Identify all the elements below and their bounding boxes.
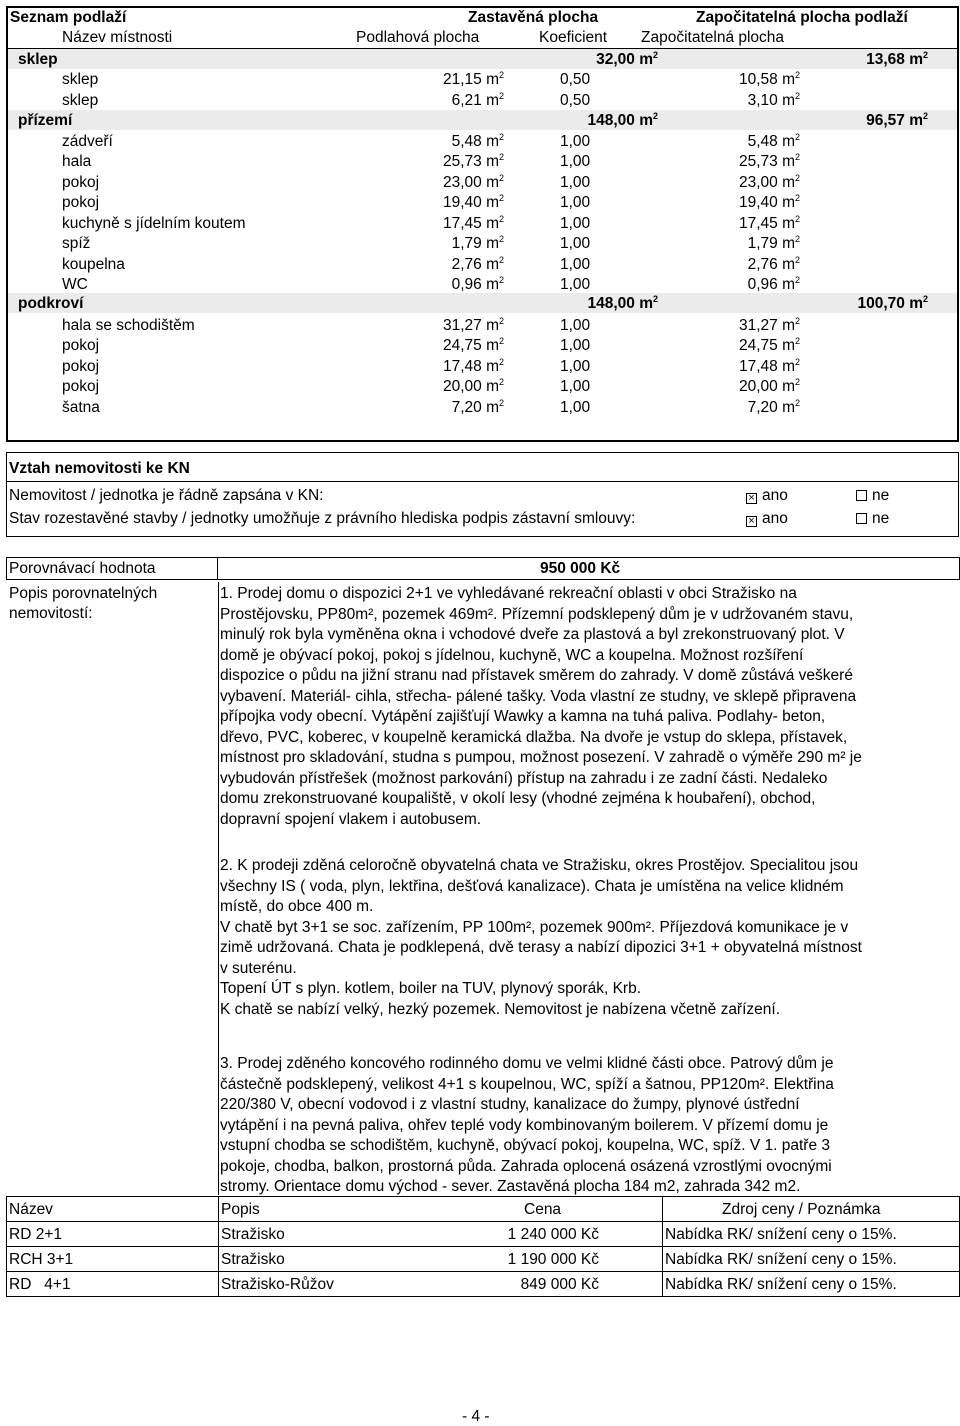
kn-question-pledge: Stav rozestavěné stavby / jednotky umožňuje z právního hlediska podpis zástavní smlouvy:: [9, 510, 636, 527]
checkbox-checked-icon[interactable]: ×: [746, 516, 757, 527]
room-coefficient: 1,00: [560, 174, 591, 191]
built-area-header: Zastavěná plocha: [468, 9, 599, 26]
room-floor-area: 5,48 $m^2$: [451, 132, 504, 150]
room-coefficient: 1,00: [560, 317, 591, 334]
summary-cell-source: Nabídka RK/ snížení ceny o 15%.: [665, 1276, 897, 1293]
summary-cell-name: RD 4+1: [9, 1276, 71, 1293]
room-coefficient: 1,00: [560, 378, 591, 395]
checkbox-empty-icon[interactable]: [856, 490, 867, 501]
room-floor-area: 1,79 $m^2$: [451, 234, 504, 252]
floor-area-header: Podlahová plocha: [356, 29, 480, 46]
room-name: hala se schodištěm: [62, 317, 195, 334]
kn-divider: [7, 481, 958, 482]
description-left-rule: [218, 582, 219, 1195]
room-coefficient: 1,00: [560, 276, 591, 293]
summary-cell-source: Nabídka RK/ snížení ceny o 15%.: [665, 1226, 897, 1243]
section-built: 32,00 $m^2$: [596, 50, 658, 68]
room-coefficient: 1,00: [560, 133, 591, 150]
room-floor-area: 7,20 $m^2$: [451, 398, 504, 416]
room-floor-area: 25,73 $m^2$: [442, 152, 504, 170]
checkbox-checked-icon[interactable]: ×: [746, 493, 757, 504]
room-name-header: Název místnosti: [62, 29, 173, 46]
checkbox-empty-icon[interactable]: [856, 513, 867, 524]
room-name: pokoj: [62, 337, 100, 354]
coefficient-header: Koeficient: [539, 29, 608, 46]
page-number: - 4 -: [462, 1408, 490, 1425]
room-name: pokoj: [62, 358, 100, 375]
label-right-rule: [217, 557, 218, 580]
room-counted-area: 1,79 $m^2$: [747, 234, 800, 252]
room-counted-area: 0,96 $m^2$: [747, 275, 800, 293]
room-coefficient: 1,00: [560, 399, 591, 416]
room-name: pokoj: [62, 378, 100, 395]
room-name: hala: [62, 153, 92, 170]
room-counted-area: 31,27 $m^2$: [738, 316, 800, 334]
summary-cell-name: RCH 3+1: [9, 1251, 74, 1268]
kn-answer-no[interactable]: ne: [856, 510, 889, 528]
room-coefficient: 1,00: [560, 337, 591, 354]
summary-rule: [6, 1246, 960, 1247]
room-coefficient: 1,00: [560, 194, 591, 211]
room-floor-area: 31,27 $m^2$: [442, 316, 504, 334]
room-name: pokoj: [62, 174, 100, 191]
kn-answer-yes[interactable]: × ano: [746, 487, 788, 505]
room-coefficient: 1,00: [560, 153, 591, 170]
room-counted-area: 10,58 $m^2$: [738, 70, 800, 88]
summary-cell-name: RD 2+1: [9, 1226, 62, 1243]
room-floor-area: 17,48 $m^2$: [442, 357, 504, 375]
label-left-rule: [6, 557, 7, 580]
room-counted-area: 17,48 $m^2$: [738, 357, 800, 375]
kn-answer-no[interactable]: ne: [856, 487, 889, 505]
section-countable: 96,57 $m^2$: [866, 111, 928, 129]
summary-cell-price: 1 240 000 Kč: [507, 1226, 599, 1243]
summary-rule: [6, 1296, 960, 1297]
section-countable: 100,70 $m^2$: [857, 294, 928, 312]
room-coefficient: 1,00: [560, 358, 591, 375]
summary-rule: [6, 1271, 960, 1272]
room-name: koupelna: [62, 256, 125, 273]
summary-col-rule: [662, 1196, 663, 1297]
room-counted-area: 25,73 $m^2$: [738, 152, 800, 170]
value-bottom-rule: [6, 579, 960, 580]
summary-header-source: Zdroj ceny / Poznámka: [722, 1201, 881, 1218]
section-built: 148,00 $m^2$: [587, 111, 658, 129]
room-counted-area: 24,75 $m^2$: [738, 336, 800, 354]
room-coefficient: 0,50: [560, 71, 591, 88]
room-floor-area: 20,00 $m^2$: [442, 377, 504, 395]
summary-col-rule: [6, 1196, 7, 1297]
summary-cell-description: Stražisko-Růžov: [221, 1276, 334, 1293]
room-floor-area: 17,45 $m^2$: [442, 214, 504, 232]
room-floor-area: 21,15 $m^2$: [442, 70, 504, 88]
summary-cell-description: Stražisko: [221, 1226, 285, 1243]
kn-answer-yes[interactable]: × ano: [746, 510, 788, 528]
section-name: podkroví: [18, 295, 84, 312]
room-floor-area: 2,76 $m^2$: [451, 255, 504, 273]
room-name: WC: [62, 276, 88, 293]
summary-header-price: Cena: [524, 1201, 562, 1218]
room-counted-area: 23,00 $m^2$: [738, 173, 800, 191]
section-name: přízemí: [18, 112, 73, 129]
kn-title: Vztah nemovitosti ke KN: [9, 460, 190, 477]
kn-question-registered: Nemovitost / jednotka je řádně zapsána v KN:: [9, 487, 324, 504]
summary-col-rule: [218, 1196, 219, 1297]
room-name: sklep: [62, 92, 99, 109]
room-name: spíž: [62, 235, 91, 252]
room-name: zádveří: [62, 133, 113, 150]
room-coefficient: 1,00: [560, 215, 591, 232]
summary-header-description: Popis: [221, 1201, 260, 1218]
comparable-property-1: 1. Prodej domu o dispozici 2+1 ve vyhledávané rekreační oblasti v obci Stražisko na Prostějovsku, PP80m², pozemek 469m². Přízemní podsklepený dům je v udržovaném stavu, minulý rok byla vyměněna okna i vchodové dveře za plastová a byl zrekonstruovaný plot. V domě je obývací pokoj, pokoj s jídelnou, kuchyně, WC a koupelna. Možnost rozšíření dispozice o půdu na jižní stranu nad přístavek směrem do zahrady. V domě zůstává veškeré vybavení. Materiál- cihla, střecha- pálené tašky. Voda vlastní ze studny, ve sklepě připravena přípojka vody obecní. Vytápění zajišťují Wawky a kamna na tuhá paliva. Podlahy- beton, dřevo, PVC, koberec, v koupelně keramická dlažba. Na dvoře je vstup do sklepa, přístavek, místnost pro skladování, studna s pumpou, možnost posezení. V zahradě o výměře 290 m² je vybudován přístřešek (možnost parkování) přístup na zahradu i ze zadní části. Nedaleko domu zrekonstruované koupaliště, v okolí lesy (vhodné zejména k houbaření), obchod, dopravní spojení vlakem i autobusem.: [220, 585, 862, 828]
comparison-value-label: Porovnávací hodnota: [9, 560, 156, 577]
room-name: pokoj: [62, 194, 100, 211]
room-coefficient: 0,50: [560, 92, 591, 109]
summary-header-name: Název: [9, 1201, 53, 1218]
room-counted-area: 17,45 $m^2$: [738, 214, 800, 232]
summary-cell-description: Stražisko: [221, 1251, 285, 1268]
room-coefficient: 1,00: [560, 256, 591, 273]
countable-area-header: Započitatelná plocha podlaží: [696, 9, 908, 26]
room-counted-area: 7,20 $m^2$: [747, 398, 800, 416]
room-floor-area: 24,75 $m^2$: [442, 336, 504, 354]
summary-cell-price: 849 000 Kč: [520, 1276, 599, 1293]
floors-title: Seznam podlaží: [10, 9, 127, 26]
room-counted-area: 2,76 $m^2$: [747, 255, 800, 273]
comparable-property-3: 3. Prodej zděného koncového rodinného domu ve velmi klidné části obce. Patrový dům je částečně podsklepený, velikost 4+1 s koupelnou, WC, spíží a šatnou, PP120m². Elektřina 220/380 V, obecní vodovod i z vlastní studny, kanalizace do žumpy, plynové ústřední vytápění i na pevná paliva, ohřev teplé vody kombinovaným boilerem. V přízemí domu je vstupní chodba se schodištěm, kuchyně, obývací pokoj, koupelna, WC, spíž. V 1. patře 3 pokoje, chodba, balkon, prostorná půda. Zahrada oplocená osázená vzrostlými ovocnými stromy. Orientace domu východ - sever. Zastavěná plocha 184 m2, zahrada 342 m2.: [220, 1055, 834, 1195]
room-name: kuchyně s jídelním koutem: [62, 215, 246, 232]
summary-cell-price: 1 190 000 Kč: [507, 1251, 599, 1268]
summary-rule: [6, 1196, 960, 1197]
counted-area-header: Započitatelná plocha: [641, 29, 785, 46]
room-floor-area: 19,40 $m^2$: [442, 193, 504, 211]
room-counted-area: 19,40 $m^2$: [738, 193, 800, 211]
room-name: šatna: [62, 399, 100, 416]
room-counted-area: 3,10 $m^2$: [747, 91, 800, 109]
room-floor-area: 6,21 $m^2$: [451, 91, 504, 109]
comparison-value: 950 000 Kč: [540, 560, 621, 577]
section-name: sklep: [18, 51, 58, 68]
comparable-property-2: 2. K prodeji zděná celoročně obyvatelná chata ve Stražisku, okres Prostějov. Specialitou jsou všechny IS ( voda, plyn, lektřina, dešťová kanalizace). Chata je umístěna na velice klidném místě, do obce 400 m. V chatě byt 3+1 se soc. zařízením, PP 100m², pozemek 900m². Příjezdová komunikace je v zimě udržovaná. Chata je podklepená, dvě terasy a nabízí dipozici 3+1 + obyvatelná místnost v suterénu. Topení ÚT s plyn. kotlem, boiler na TUV, plynový sporák, Krb. K chatě se nabízí velký, hezký pozemek. Nemovitost je nabízena včetně zařízení.: [220, 857, 862, 1018]
room-floor-area: 0,96 $m^2$: [451, 275, 504, 293]
room-counted-area: 20,00 $m^2$: [738, 377, 800, 395]
section-built: 148,00 $m^2$: [587, 294, 658, 312]
section-countable: 13,68 $m^2$: [866, 50, 928, 68]
room-name: sklep: [62, 71, 99, 88]
value-top-rule: [6, 557, 960, 558]
description-label: Popis porovnatelných nemovitostí:: [9, 585, 158, 622]
room-floor-area: 23,00 $m^2$: [442, 173, 504, 191]
room-counted-area: 5,48 $m^2$: [747, 132, 800, 150]
room-coefficient: 1,00: [560, 235, 591, 252]
summary-rule: [6, 1221, 960, 1222]
summary-cell-source: Nabídka RK/ snížení ceny o 15%.: [665, 1251, 897, 1268]
